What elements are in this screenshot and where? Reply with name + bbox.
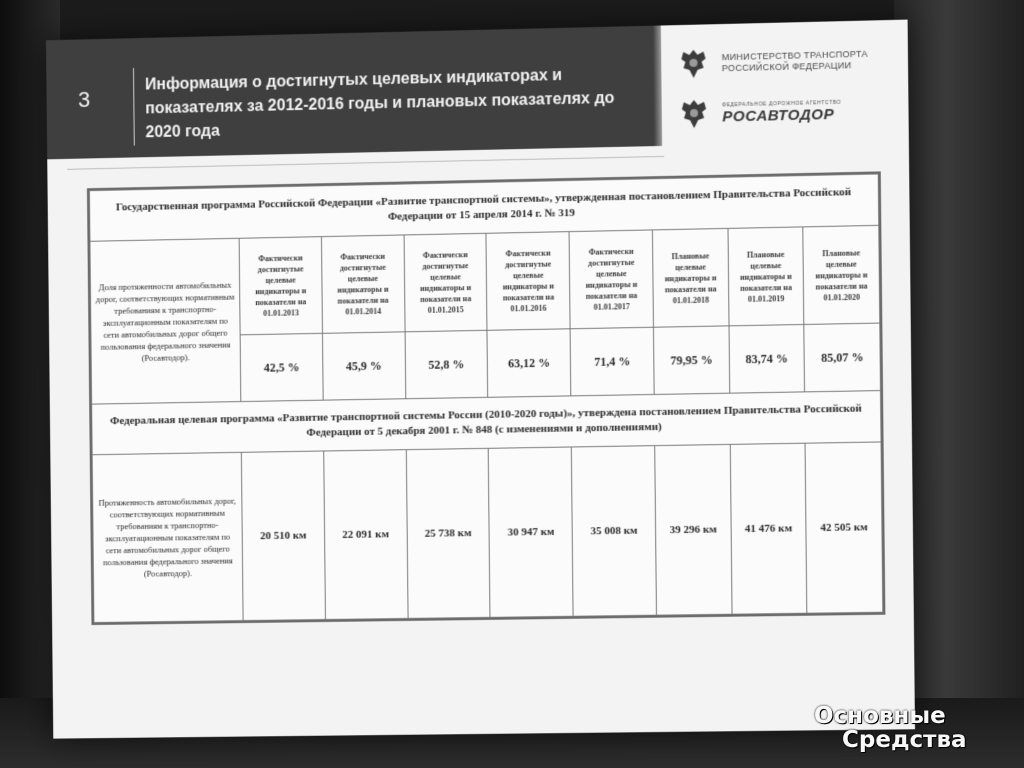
rosavtodor-logo	[674, 84, 902, 139]
table-cell: 30 947 км	[489, 447, 574, 617]
ministry-label-line2: РОССИЙСКОЙ ФЕДЕРАЦИИ	[721, 60, 852, 74]
ministry-label-line1: МИНИСТЕРСТВО ТРАНСПОРТА	[721, 48, 868, 63]
column-header: Плановые целевые индикаторы и показатели на 01.01.2020	[803, 225, 880, 324]
table-cell: 20 510 км	[241, 451, 325, 621]
indicators-table	[89, 173, 883, 623]
column-header: Фактически достигнутые целевые индикаторы и показатели на 01.01.2014	[321, 235, 404, 333]
table-cell: 39 296 км	[655, 444, 732, 615]
table-cell: 35 008 км	[572, 446, 657, 617]
table-cell: 79,95 %	[654, 326, 730, 395]
program1-title: Государственная программа Российской Федерации «Развитие транспортной системы», утвержденная постановлением Правительства Российской Федерации от 15 апреля 2014 г. № 319	[89, 174, 878, 241]
table-cell: 25 738 км	[406, 448, 490, 618]
table-cell: 42,5 %	[240, 333, 323, 401]
table-cell: 22 091 км	[324, 450, 408, 620]
table-cell: 52,8 %	[405, 330, 488, 398]
row2-label: Протяженность автомобильных дорог, соответствующих нормативным требованиям к транспортно-эксплуатационным показателям по сети автомобильных дорог общего пользования федерального значения (Росавтодор).	[92, 452, 243, 622]
row1-label: Доля протяженности автомобильных дорог, соответствующих нормативным требованиям к транспортно-эксплуатационным показателям по сети автомобильных дорог общего пользования федерального значения (Росавтодор).	[90, 238, 241, 404]
rosavtodor-subtitle: ФЕДЕРАЛЬНОЕ ДОРОЖНОЕ АГЕНТСТВО	[722, 99, 842, 108]
double-headed-eagle-emblem-icon	[674, 94, 715, 135]
table-cell: 41 476 км	[730, 443, 807, 614]
rosavtodor-name: РОСАВТОДОР	[722, 105, 835, 126]
slide-title: Информация о достигнутых целевых индикаторах и показателях за 2012-2016 годы и плановых показателях до 2020 года	[144, 66, 615, 142]
indicators-table-frame	[87, 171, 885, 625]
table-cell: 85,07 %	[804, 323, 880, 392]
ministry-logo	[673, 34, 901, 90]
header-separator	[67, 156, 664, 170]
column-header: Плановые целевые индикаторы и показатели на 01.01.2018	[653, 228, 729, 327]
table-row	[90, 225, 880, 337]
watermark-line2: Средства	[842, 727, 967, 753]
table-cell: 45,9 %	[322, 332, 405, 400]
watermark-line1: Основные	[814, 703, 946, 729]
ministry-label	[722, 49, 868, 75]
table-cell: 83,74 %	[729, 324, 805, 393]
logo-block	[673, 34, 902, 150]
projected-slide	[46, 20, 915, 739]
column-header: Фактически достигнутые целевые индикаторы и показатели на 01.01.2017	[569, 230, 653, 329]
table-cell: 42 505 км	[805, 442, 882, 613]
table-row	[92, 442, 883, 623]
watermark	[814, 704, 1020, 752]
column-header: Фактически достигнутые целевые индикаторы и показатели на 01.01.2013	[239, 237, 322, 335]
rosavtodor-text	[714, 99, 841, 125]
program2-title: Федеральная целевая программа «Развитие транспортной системы России (2010-2020 годы)», утверждена постановлением Правительства Российской Федерации от 5 декабря 2001 г. № 848 (с изменениями и дополнениями)	[92, 391, 881, 455]
slide-number: 3	[77, 86, 91, 112]
column-header: Плановые целевые индикаторы и показатели на 01.01.2019	[728, 227, 804, 326]
table-cell: 63,12 %	[487, 329, 571, 398]
table-cell: 71,4 %	[570, 327, 654, 396]
slide-header-band	[46, 26, 656, 160]
column-header: Фактически достигнутые целевые индикаторы и показатели на 01.01.2015	[404, 233, 488, 332]
column-header: Фактически достигнутые целевые индикаторы и показатели на 01.01.2016	[486, 232, 570, 331]
double-headed-eagle-emblem-icon	[673, 43, 714, 84]
slide-number-divider	[133, 68, 135, 146]
